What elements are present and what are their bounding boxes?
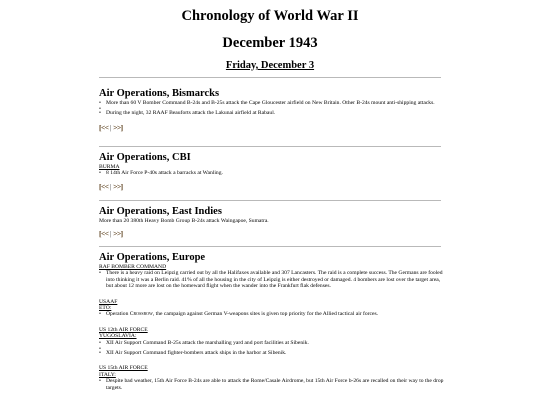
nav-separator: | <box>110 122 112 132</box>
theater-link[interactable]: ETO: <box>99 305 112 312</box>
item-text: , the campaign against German V-weapons sites is given top priority for the Allied tactical air forces. <box>152 311 379 318</box>
list-item: • XII Air Support Command B-25s attack the marshalling yard and port facilities at Sibenik. <box>106 340 444 346</box>
next-link[interactable]: >>] <box>113 122 123 132</box>
event-list <box>99 270 444 289</box>
divider <box>99 200 441 201</box>
unit-link[interactable]: RAF BOMBER COMMAND <box>99 264 167 270</box>
list-item: • During the night, 32 RAAF Beauforts attack the Lakunai airfield at Rabaul. <box>106 110 444 116</box>
nav-separator: | <box>110 229 112 239</box>
nav-separator: | <box>110 181 112 191</box>
list-item: • Despite bad weather, 15th Air Force B-24s are able to attack the Rome/Casale Airdrome, but 15th Air Force b-26s are recalled on their way to the drop targets. <box>106 378 444 391</box>
unit-link[interactable]: USAAF <box>99 298 118 305</box>
nav-links <box>99 123 444 132</box>
section-title: Air Operations, CBI <box>99 152 191 163</box>
list-item: • 8 14th Air Force P-40s attack a barracks at Wanling. <box>106 170 444 176</box>
section-title: Air Operations, Bismarcks <box>99 88 220 99</box>
divider <box>99 146 441 147</box>
event-list <box>99 311 444 317</box>
list-item <box>106 311 444 317</box>
section-bismarcks <box>99 87 444 132</box>
theater-link[interactable]: YUGOSLAVIA: <box>99 333 137 340</box>
section-cbi <box>99 151 444 191</box>
section-text: More than 20 380th Heavy Bomb Group B-24s attack Waingapoe, Sumatra. <box>99 218 269 224</box>
list-item: • More than 60 V Bomber Command B-24s and B-25s attack the Cape Gloucester airfield on New Britain. Other B-24s mount anti-shipping attacks. <box>106 100 444 106</box>
section-east-indies <box>99 205 444 238</box>
event-list <box>99 170 444 176</box>
next-link[interactable]: >>] <box>113 181 123 191</box>
divider <box>99 246 441 247</box>
prev-link[interactable]: [<< <box>99 181 109 191</box>
section-europe <box>99 251 444 391</box>
operation-name: Crossbow <box>129 311 153 318</box>
section-title: Air Operations, East Indies <box>99 206 222 217</box>
prev-link[interactable]: [<< <box>99 229 109 239</box>
event-list <box>99 378 444 391</box>
unit-link[interactable]: US 15th AIR FORCE <box>99 365 148 372</box>
month-heading: December 1943 <box>222 35 318 51</box>
page-title: Chronology of World War II <box>181 8 359 24</box>
section-title: Air Operations, Europe <box>99 252 206 263</box>
list-item: • There is a heavy raid on Leipzig carried out by all the Halifaxes available and 307 Lancasters. The raid is a complete success. The Germans are fooled into thinking it was a Berlin raid. 41% of all the housing in the city of Leipzig is either destroyed or damaged. 4 bombers are lost over the target area, but about 12 more are lost on the homeward flight when the wander into the Frankfurt flak defenses. <box>106 270 444 289</box>
unit-link[interactable]: BURMA <box>99 164 120 170</box>
prev-link[interactable]: [<< <box>99 122 109 132</box>
date-link[interactable]: Friday, December 3 <box>225 60 315 71</box>
unit-link[interactable]: US 12th AIR FORCE <box>99 326 148 333</box>
nav-links <box>99 182 444 191</box>
event-list <box>99 340 444 357</box>
item-prefix: Operation <box>106 311 130 318</box>
divider <box>99 77 441 78</box>
list-item: • XII Air Support Command fighter-bombers attack ships in the harbor at Sibenik. <box>106 350 444 356</box>
nav-links <box>99 229 444 238</box>
theater-link[interactable]: ITALY: <box>99 371 116 378</box>
next-link[interactable]: >>] <box>113 229 123 239</box>
event-list <box>99 100 444 117</box>
